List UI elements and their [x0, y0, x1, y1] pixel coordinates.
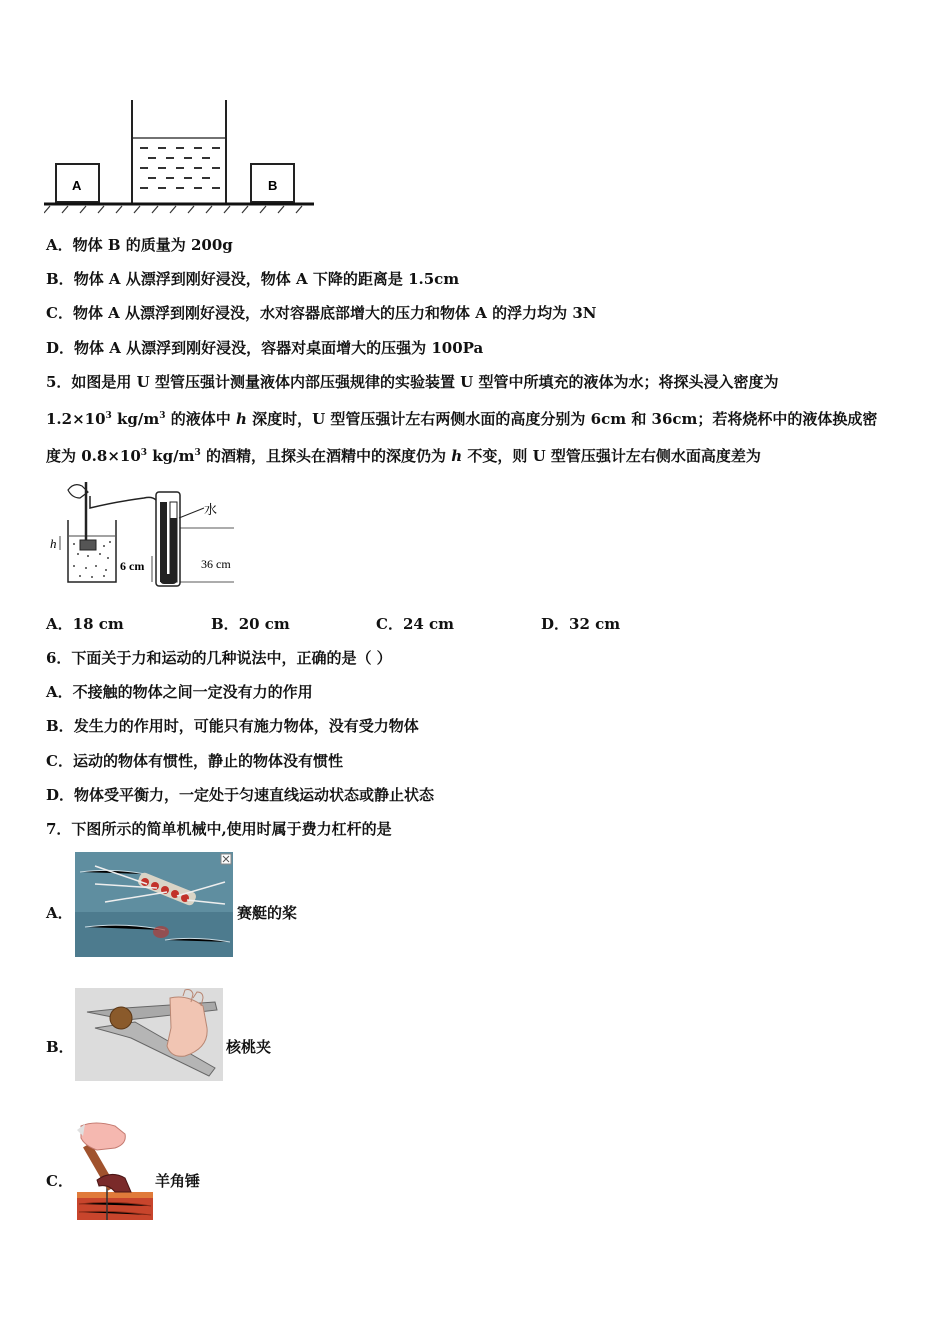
- q7-option-c-letter: C．: [46, 1172, 73, 1190]
- q6-option-b: B．发生力的作用时，可能只有施力物体，没有受力物体: [46, 717, 419, 735]
- q5-option-a: A．18 cm: [46, 615, 124, 633]
- q7-option-a-caption: 赛艇的桨: [237, 904, 298, 922]
- q7-stem: 7．下图所示的简单机械中,使用时属于费力杠杆的是: [46, 820, 392, 838]
- left-height-label: 6 cm: [120, 559, 145, 573]
- q4-option-a: A．物体 B 的质量为 200g: [46, 236, 233, 254]
- right-height-label: 36 cm: [201, 557, 231, 571]
- rowing-oar-image: [75, 852, 233, 957]
- water-label: 水: [204, 503, 218, 518]
- block-b-label: B: [268, 178, 278, 193]
- q6-option-a: A．不接触的物体之间一定没有力的作用: [46, 683, 313, 701]
- q6-stem: 6．下面关于力和运动的几种说法中，正确的是（ ）: [46, 649, 392, 667]
- q5-option-b: B．20 cm: [211, 615, 290, 633]
- q5-stem-line3: 度为 $0.8\times 10^3$ $kg/m^3$ 的酒精，且探头在酒精中的深度仍为 h 不变，则 U 型管压强计左右侧水面高度差为: [46, 447, 761, 465]
- q4-option-c: C．物体 A 从漂浮到刚好浸没，水对容器底部增大的压力和物体 A 的浮力均为 3N: [46, 304, 597, 322]
- q6-option-d: D．物体受平衡力，一定处于匀速直线运动状态或静止状态: [46, 786, 435, 804]
- q5-stem-line2: $1.2\times 10^3$ $kg/m^3$ 的液体中 h 深度时，U 型管压强计左右两侧水面的高度分别为 6cm 和 36cm；若将烧杯中的液体换成密: [46, 410, 878, 428]
- depth-h-label: h: [50, 536, 57, 551]
- q6-option-c: C．运动的物体有惯性，静止的物体没有惯性: [46, 752, 343, 770]
- block-a-label: A: [72, 178, 82, 193]
- container-figure: [44, 98, 316, 216]
- nutcracker-image: [75, 988, 223, 1081]
- q5-option-d: D．32 cm: [541, 615, 621, 633]
- q5-stem-line1: 5．如图是用 U 型管压强计测量液体内部压强规律的实验装置 U 型管中所填充的液体为水；将探头浸入密度为: [46, 373, 779, 391]
- q7-option-b-letter: B．: [46, 1038, 74, 1056]
- q7-option-b-caption: 核桃夹: [226, 1038, 272, 1056]
- q5-option-c: C．24 cm: [376, 615, 455, 633]
- q7-option-c-caption: 羊角锤: [155, 1172, 201, 1190]
- manometer-figure: [44, 478, 244, 590]
- q4-option-b: B．物体 A 从漂浮到刚好浸没，物体 A 下降的距离是 1.5cm: [46, 270, 460, 288]
- q4-option-d: D．物体 A 从漂浮到刚好浸没，容器对桌面增大的压强为 100Pa: [46, 339, 484, 357]
- claw-hammer-image: [75, 1120, 155, 1222]
- q7-option-a-letter: A．: [46, 904, 73, 922]
